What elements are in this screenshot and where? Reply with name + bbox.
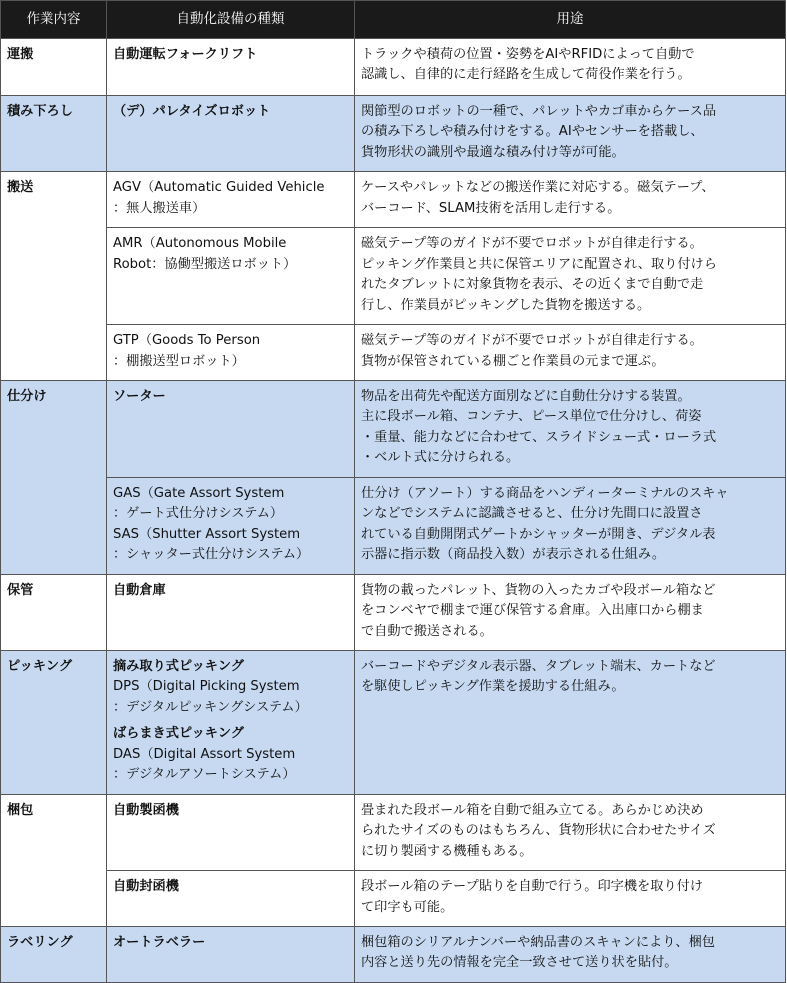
use-line: ケースやパレットなどの搬送作業に対応する。磁気テープ、: [361, 180, 715, 196]
table-row: [1, 96, 786, 172]
cat-picking: ピッキング: [1, 650, 107, 794]
use-gtp: [355, 325, 786, 381]
type-line: ：ゲート式仕分けシステム）: [113, 506, 284, 522]
table-row: [1, 574, 786, 650]
header-task: 作業内容: [1, 1, 107, 39]
type-boxmaker: 自動製函機: [107, 794, 355, 870]
table-row: [1, 380, 786, 477]
use-line: ・重量、能力などに合わせて、スライドシュー式・ローラ式: [361, 429, 717, 445]
type-picking: [107, 650, 355, 794]
use-line: て印字も可能。: [361, 899, 454, 915]
use-line: られたサイズのものはもちろん、貨物形状に合わせたサイズ: [361, 823, 716, 839]
use-palletize: [355, 96, 786, 172]
use-gas-sas: [355, 477, 786, 574]
type-sealer: 自動封函機: [107, 871, 355, 927]
table-row: [1, 871, 786, 927]
use-boxmaker: [355, 794, 786, 870]
table-row: [1, 477, 786, 574]
cat-pack: 梱包: [1, 794, 107, 926]
type-line: ：デジタルピッキングシステム）: [113, 699, 308, 715]
cat-sort: 仕分け: [1, 380, 107, 574]
use-line: 畳まれた段ボール箱を自動で組み立てる。あらかじめ決め: [361, 802, 704, 818]
use-line: 段ボール箱のテープ貼りを自動で行う。印字機を取り付け: [361, 879, 703, 895]
type-line: ：棚搬送型ロボット）: [113, 353, 245, 369]
type-line: DAS（Digital Assort System: [113, 746, 296, 762]
cat-label: ラベリング: [1, 926, 107, 982]
use-line: 梱包箱のシリアルナンバーや納品書のスキャンにより、梱包: [361, 934, 715, 950]
type-line: DPS（Digital Picking System: [113, 679, 300, 695]
use-sealer: [355, 871, 786, 927]
use-line: ・ベルト式に分けられる。: [361, 450, 520, 466]
use-warehouse: [355, 574, 786, 650]
type-line: GTP（Goods To Person: [113, 333, 261, 349]
type-line: GAS（Gate Assort System: [113, 485, 285, 501]
use-line: をコンベヤで棚まで運び保管する倉庫。入出庫口から棚ま: [361, 603, 704, 619]
use-line: ピッキング作業員と共に保管エリアに配置され、取り付けら: [361, 256, 717, 272]
type-forklift: 自動運転フォークリフト: [107, 39, 355, 96]
use-line: バーコード、SLAM技術を活用し走行する。: [361, 200, 621, 216]
header-use: 用途: [355, 1, 786, 39]
type-sorter: ソーター: [107, 380, 355, 477]
type-picking-a: 摘み取り式ピッキング: [113, 658, 244, 674]
use-line: 行し、作業員がピッキングした貨物を搬送する。: [361, 297, 651, 313]
use-line: に切り製函する機種もある。: [361, 843, 533, 859]
type-line: ：シャッター式仕分けシステム）: [113, 547, 310, 563]
use-line: バーコードやデジタル表示器、タブレット端末、カートなど: [361, 658, 716, 674]
table-row: [1, 39, 786, 96]
header-equipment: 自動化設備の種類: [107, 1, 355, 39]
table-row: [1, 926, 786, 982]
cat-carry: 搬送: [1, 172, 107, 381]
type-line: AMR（Autonomous Mobile: [113, 236, 287, 252]
use-line: 示器に指示数（商品投入数）が表示される仕組み。: [361, 547, 666, 563]
cat-transport: 運搬: [1, 39, 107, 96]
type-line: AGV（Automatic Guided Vehicle: [113, 180, 325, 196]
type-line: Robot：協働型搬送ロボット）: [113, 256, 297, 272]
type-line: ：デジタルアソートシステム）: [113, 767, 296, 783]
use-line: 貨物が保管されている棚ごと作業員の元まで運ぶ。: [361, 353, 665, 369]
type-gtp: [107, 325, 355, 381]
cat-store: 保管: [1, 574, 107, 650]
table-row: [1, 172, 786, 228]
use-line: 仕分け（アソート）する商品をハンディーターミナルのスキャ: [361, 485, 729, 501]
use-line: れている自動開閉式ゲートかシャッターが開き、デジタル表: [361, 526, 716, 542]
use-line: 関節型のロボットの一種で、パレットやカゴ車からケース品: [361, 104, 717, 119]
use-line: れたタブレットに対象貨物を表示、その近くまで自動で走: [361, 277, 704, 293]
use-line: 磁気テープ等のガイドが不要でロボットが自律走行する。: [361, 333, 703, 349]
type-amr: [107, 228, 355, 325]
table-row: [1, 650, 786, 794]
use-amr: [355, 228, 786, 325]
use-agv: [355, 172, 786, 228]
cat-unload: 積み下ろし: [1, 96, 107, 172]
use-line: ンなどでシステムに認識させると、仕分け先間口に設置さ: [361, 506, 703, 522]
type-palletize: （デ）パレタイズロボット: [107, 96, 355, 172]
use-sorter: [355, 380, 786, 477]
use-line: 貨物形状の識別や最適な積み付け等が可能。: [361, 144, 625, 160]
use-line: 貨物の載ったパレット、貨物の入ったカゴや段ボール箱など: [361, 582, 716, 598]
type-agv: [107, 172, 355, 228]
use-line: 磁気テープ等のガイドが不要でロボットが自律走行する。: [361, 236, 703, 252]
use-line: トラックや積荷の位置・姿勢をAIやRFIDによって自動で: [361, 47, 695, 62]
use-line: の積み下ろしや積み付けをする。AIやセンサーを搭載し、: [361, 124, 704, 140]
use-forklift: [355, 39, 786, 96]
use-labeler: [355, 926, 786, 982]
type-gas-sas: [107, 477, 355, 574]
use-line: 主に段ボール箱、コンテナ、ピース単位で仕分けし、荷姿: [361, 409, 702, 425]
table-row: [1, 325, 786, 381]
use-line: 物品を出荷先や配送方面別などに自動仕分けする装置。: [361, 388, 691, 404]
header-row: [1, 1, 786, 39]
table-row: [1, 794, 786, 870]
table-row: [1, 228, 786, 325]
type-picking-b: ばらまき式ピッキング: [113, 726, 244, 742]
type-warehouse: 自動倉庫: [107, 574, 355, 650]
use-line: 内容と送り先の情報を完全一致させて送り状を貼付。: [361, 955, 678, 971]
use-line: を駆使しピッキング作業を援助する仕組み。: [361, 679, 625, 695]
type-labeler: オートラベラー: [107, 926, 355, 982]
type-line: SAS（Shutter Assort System: [113, 526, 301, 542]
use-line: 認識し、自律的に走行経路を生成して荷役作業を行う。: [361, 67, 691, 83]
use-line: で自動で搬送される。: [361, 623, 493, 639]
type-line: ：無人搬送車）: [113, 200, 206, 216]
use-picking: [355, 650, 786, 794]
